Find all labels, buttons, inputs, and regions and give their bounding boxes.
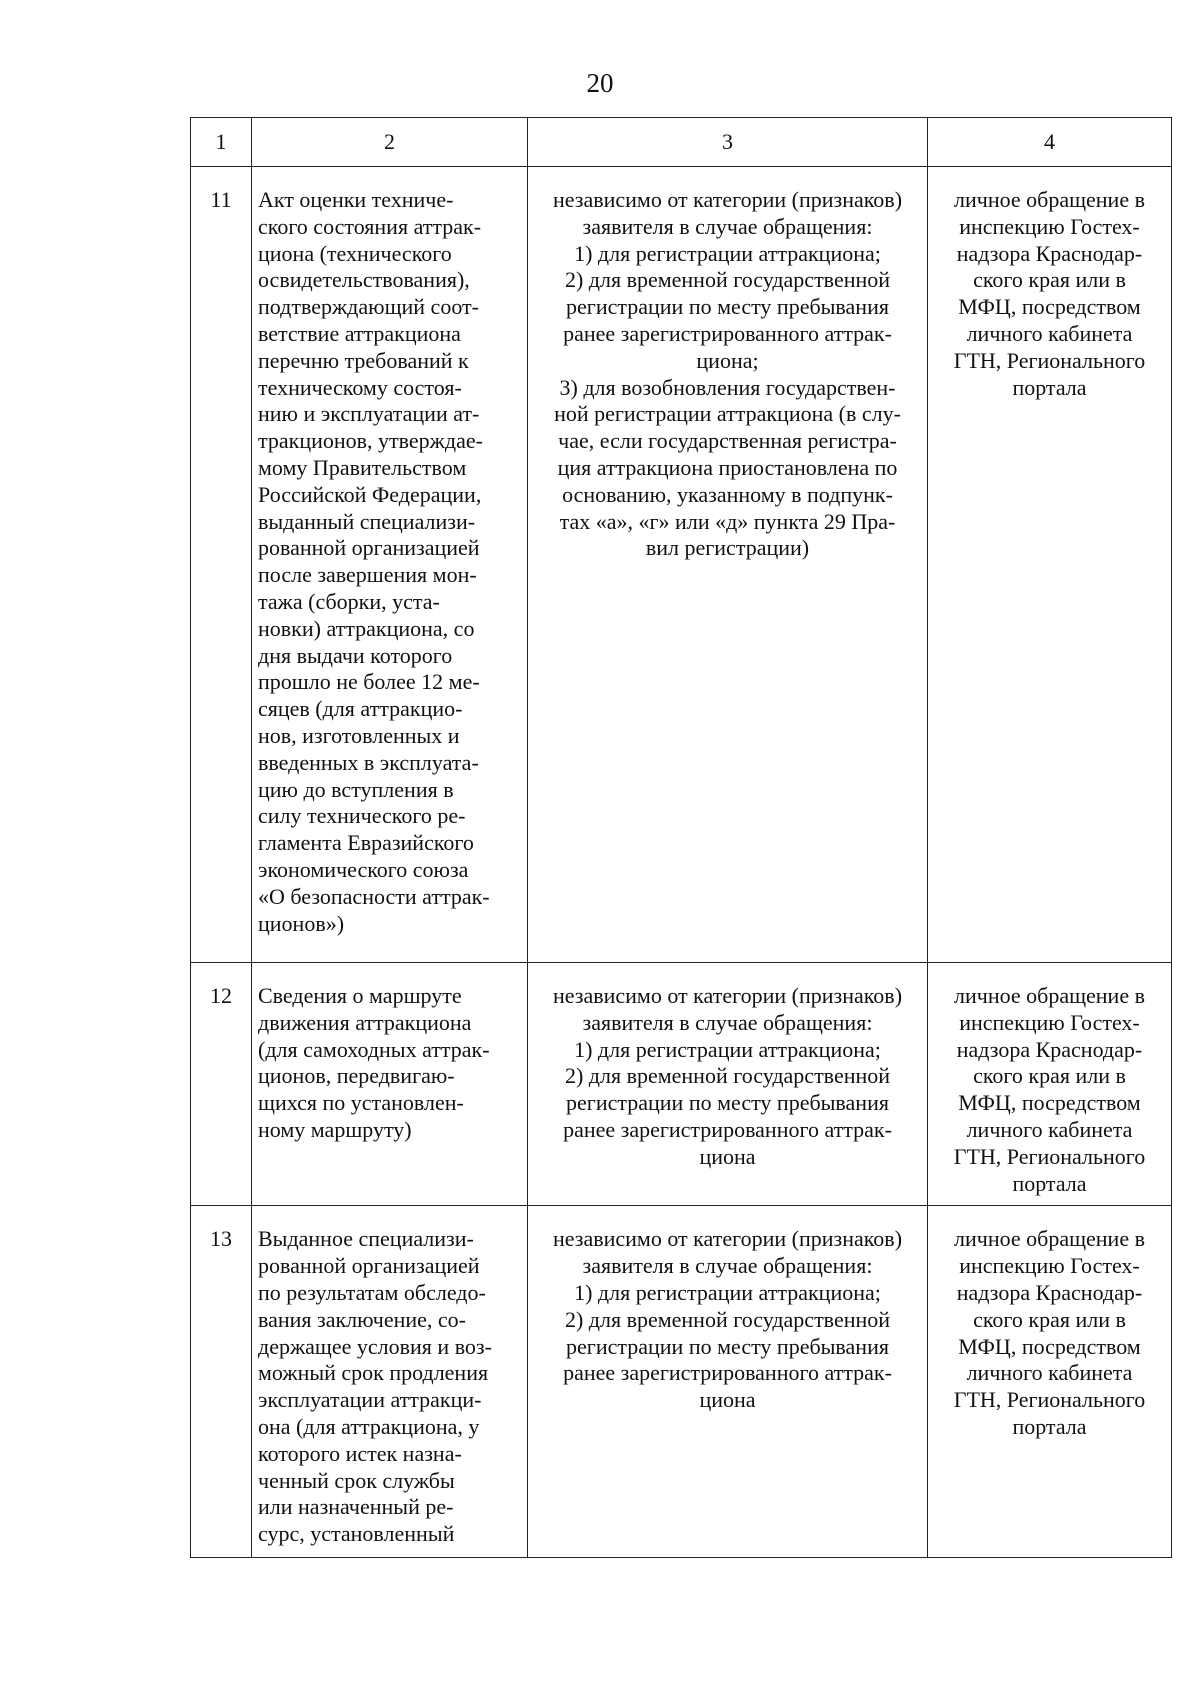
row-number: 12 bbox=[191, 963, 252, 1206]
row-number: 11 bbox=[191, 167, 252, 963]
header-col-2: 2 bbox=[252, 118, 528, 167]
text-line: 2) для временной государственной bbox=[564, 1306, 891, 1332]
text-line: нов, изготовленных и bbox=[258, 722, 460, 748]
text-line: циона; bbox=[696, 347, 759, 373]
text-line: 2) для временной государственной bbox=[564, 1063, 891, 1089]
text-line: ция аттракциона приостановлена по bbox=[557, 454, 898, 480]
text-line: цию до вступления в bbox=[258, 776, 454, 802]
text-line: надзора Краснодар- bbox=[956, 240, 1143, 266]
text-line: дня выдачи которого bbox=[258, 642, 453, 668]
text-line: Сведения о маршруте bbox=[258, 983, 462, 1008]
conditions-cell bbox=[528, 1206, 928, 1558]
text-line: рованной организацией bbox=[258, 1253, 480, 1279]
text-line: надзора Краснодар- bbox=[956, 1036, 1143, 1062]
document-name-cell bbox=[252, 167, 528, 963]
text-line: портала bbox=[1012, 1413, 1087, 1439]
text-line: ному маршруту) bbox=[258, 1116, 412, 1142]
text-line: ГТН, Регионального bbox=[953, 1143, 1146, 1169]
text-line: ветствие аттракциона bbox=[258, 320, 461, 346]
text-line: тах «а», «г» или «д» пункта 29 Пра- bbox=[559, 508, 896, 534]
text-line: Выданное специализи- bbox=[258, 1226, 474, 1252]
row-number: 13 bbox=[191, 1206, 252, 1558]
text-line: после завершения мон- bbox=[258, 562, 477, 588]
text-line: гламента Евразийского bbox=[258, 830, 474, 856]
document-table bbox=[190, 117, 1172, 1558]
text-line: ГТН, Регионального bbox=[953, 347, 1146, 373]
text-line: ной регистрации аттракциона (в слу- bbox=[554, 401, 901, 427]
text-line: личного кабинета bbox=[966, 1360, 1133, 1386]
text-line: 2) для временной государственной bbox=[564, 267, 891, 293]
text-line: щихся по установлен- bbox=[258, 1090, 464, 1116]
text-line: или назначенный ре- bbox=[258, 1494, 454, 1520]
text-line: эксплуатации аттракци- bbox=[258, 1387, 482, 1413]
submission-method-cell bbox=[928, 1206, 1172, 1558]
text-line: она (для аттракциона, у bbox=[258, 1413, 480, 1439]
text-line: заявителя в случае обращения: bbox=[582, 1253, 873, 1279]
text-line: 1) для регистрации аттракциона; bbox=[574, 1036, 881, 1062]
text-line: регистрации по месту пребывания bbox=[566, 1333, 889, 1359]
text-line: тажа (сборки, уста- bbox=[258, 588, 440, 614]
text-line: выданный специализи- bbox=[258, 508, 476, 534]
text-line: заявителя в случае обращения: bbox=[582, 213, 873, 239]
text-line: Акт оценки техниче- bbox=[258, 187, 454, 212]
text-line: инспекцию Гостех- bbox=[959, 213, 1140, 239]
text-line: МФЦ, посредством bbox=[958, 294, 1141, 320]
text-line: движения аттракциона bbox=[258, 1009, 472, 1035]
text-line: ского края или в bbox=[973, 267, 1126, 293]
text-line: регистрации по месту пребывания bbox=[566, 1090, 889, 1116]
text-line: вил регистрации) bbox=[645, 535, 810, 561]
text-line: подтверждающий соот- bbox=[258, 294, 479, 320]
text-line: перечню требований к bbox=[258, 347, 469, 373]
text-line: (для самоходных аттрак- bbox=[258, 1036, 490, 1062]
text-line: которого истек назна- bbox=[258, 1440, 462, 1466]
text-line: рованной организацией bbox=[258, 535, 480, 561]
text-line: 3) для возобновления государствен- bbox=[559, 374, 896, 400]
text-line: вания заключение, со- bbox=[258, 1306, 466, 1332]
text-line: сяцев (для аттракцио- bbox=[258, 696, 463, 722]
conditions-cell bbox=[528, 167, 928, 963]
submission-method-cell bbox=[928, 963, 1172, 1206]
text-line: независимо от категории (признаков) bbox=[552, 187, 903, 212]
text-line: новки) аттракциона, со bbox=[258, 615, 475, 641]
text-line: портала bbox=[1012, 1170, 1087, 1196]
header-col-3: 3 bbox=[528, 118, 928, 167]
header-col-4: 4 bbox=[928, 118, 1172, 167]
text-line: введенных в эксплуата- bbox=[258, 749, 479, 775]
submission-method-cell bbox=[928, 167, 1172, 963]
text-line: ранее зарегистрированного аттрак- bbox=[563, 320, 892, 346]
text-line: техническому состоя- bbox=[258, 374, 462, 400]
text-line: личного кабинета bbox=[966, 1116, 1133, 1142]
text-line: ционов») bbox=[258, 910, 345, 936]
text-line: тракционов, утверждае- bbox=[258, 428, 483, 454]
text-line: ранее зарегистрированного аттрак- bbox=[563, 1116, 892, 1142]
text-line: ГТН, Регионального bbox=[953, 1387, 1146, 1413]
text-line: 1) для регистрации аттракциона; bbox=[574, 1279, 881, 1305]
text-line: личное обращение в bbox=[954, 983, 1145, 1008]
text-line: основанию, указанному в подпунк- bbox=[562, 481, 893, 507]
text-line: ского состояния аттрак- bbox=[258, 213, 482, 239]
text-line: чае, если государственная регистра- bbox=[558, 428, 897, 454]
text-line: ранее зарегистрированного аттрак- bbox=[563, 1360, 892, 1386]
text-line: циона bbox=[699, 1387, 756, 1413]
text-line: ского края или в bbox=[973, 1306, 1126, 1332]
text-line: экономического союза bbox=[258, 856, 469, 882]
text-line: силу технического ре- bbox=[258, 803, 466, 829]
text-line: ционов, передвигаю- bbox=[258, 1063, 455, 1089]
text-line: МФЦ, посредством bbox=[958, 1090, 1141, 1116]
text-line: ского края или в bbox=[973, 1063, 1126, 1089]
text-line: прошло не более 12 ме- bbox=[258, 669, 480, 695]
text-line: по результатам обследо- bbox=[258, 1279, 486, 1305]
text-line: сурс, установленный bbox=[258, 1521, 455, 1547]
text-line: независимо от категории (признаков) bbox=[552, 983, 903, 1008]
table-header-row bbox=[191, 118, 1172, 167]
text-line: личного кабинета bbox=[966, 320, 1133, 346]
text-line: ченный срок службы bbox=[258, 1467, 455, 1493]
text-line: циона (технического bbox=[258, 240, 452, 266]
document-name-cell bbox=[252, 1206, 528, 1558]
text-line: МФЦ, посредством bbox=[958, 1333, 1141, 1359]
text-line: нию и эксплуатации ат- bbox=[258, 401, 480, 427]
text-line: заявителя в случае обращения: bbox=[582, 1009, 873, 1035]
text-line: освидетельствования), bbox=[258, 267, 470, 293]
text-line: инспекцию Гостех- bbox=[959, 1253, 1140, 1279]
header-col-1: 1 bbox=[191, 118, 252, 167]
text-line: личное обращение в bbox=[954, 1226, 1145, 1252]
text-line: Российской Федерации, bbox=[258, 481, 482, 507]
text-line: можный срок продления bbox=[258, 1360, 489, 1386]
text-line: «О безопасности аттрак- bbox=[258, 883, 490, 909]
table-row bbox=[191, 963, 1172, 1206]
document-name-cell bbox=[252, 963, 528, 1206]
page-number: 20 bbox=[586, 68, 614, 98]
text-line: циона bbox=[699, 1143, 756, 1169]
text-line: личное обращение в bbox=[954, 187, 1145, 212]
table-row bbox=[191, 167, 1172, 963]
text-line: надзора Краснодар- bbox=[956, 1279, 1143, 1305]
text-line: держащее условия и воз- bbox=[258, 1333, 492, 1359]
text-line: мому Правительством bbox=[258, 454, 467, 480]
text-line: 1) для регистрации аттракциона; bbox=[574, 240, 881, 266]
conditions-cell bbox=[528, 963, 928, 1206]
text-line: портала bbox=[1012, 374, 1087, 400]
text-line: инспекцию Гостех- bbox=[959, 1009, 1140, 1035]
table-row bbox=[191, 1206, 1172, 1558]
text-line: регистрации по месту пребывания bbox=[566, 294, 889, 320]
text-line: независимо от категории (признаков) bbox=[552, 1226, 903, 1252]
